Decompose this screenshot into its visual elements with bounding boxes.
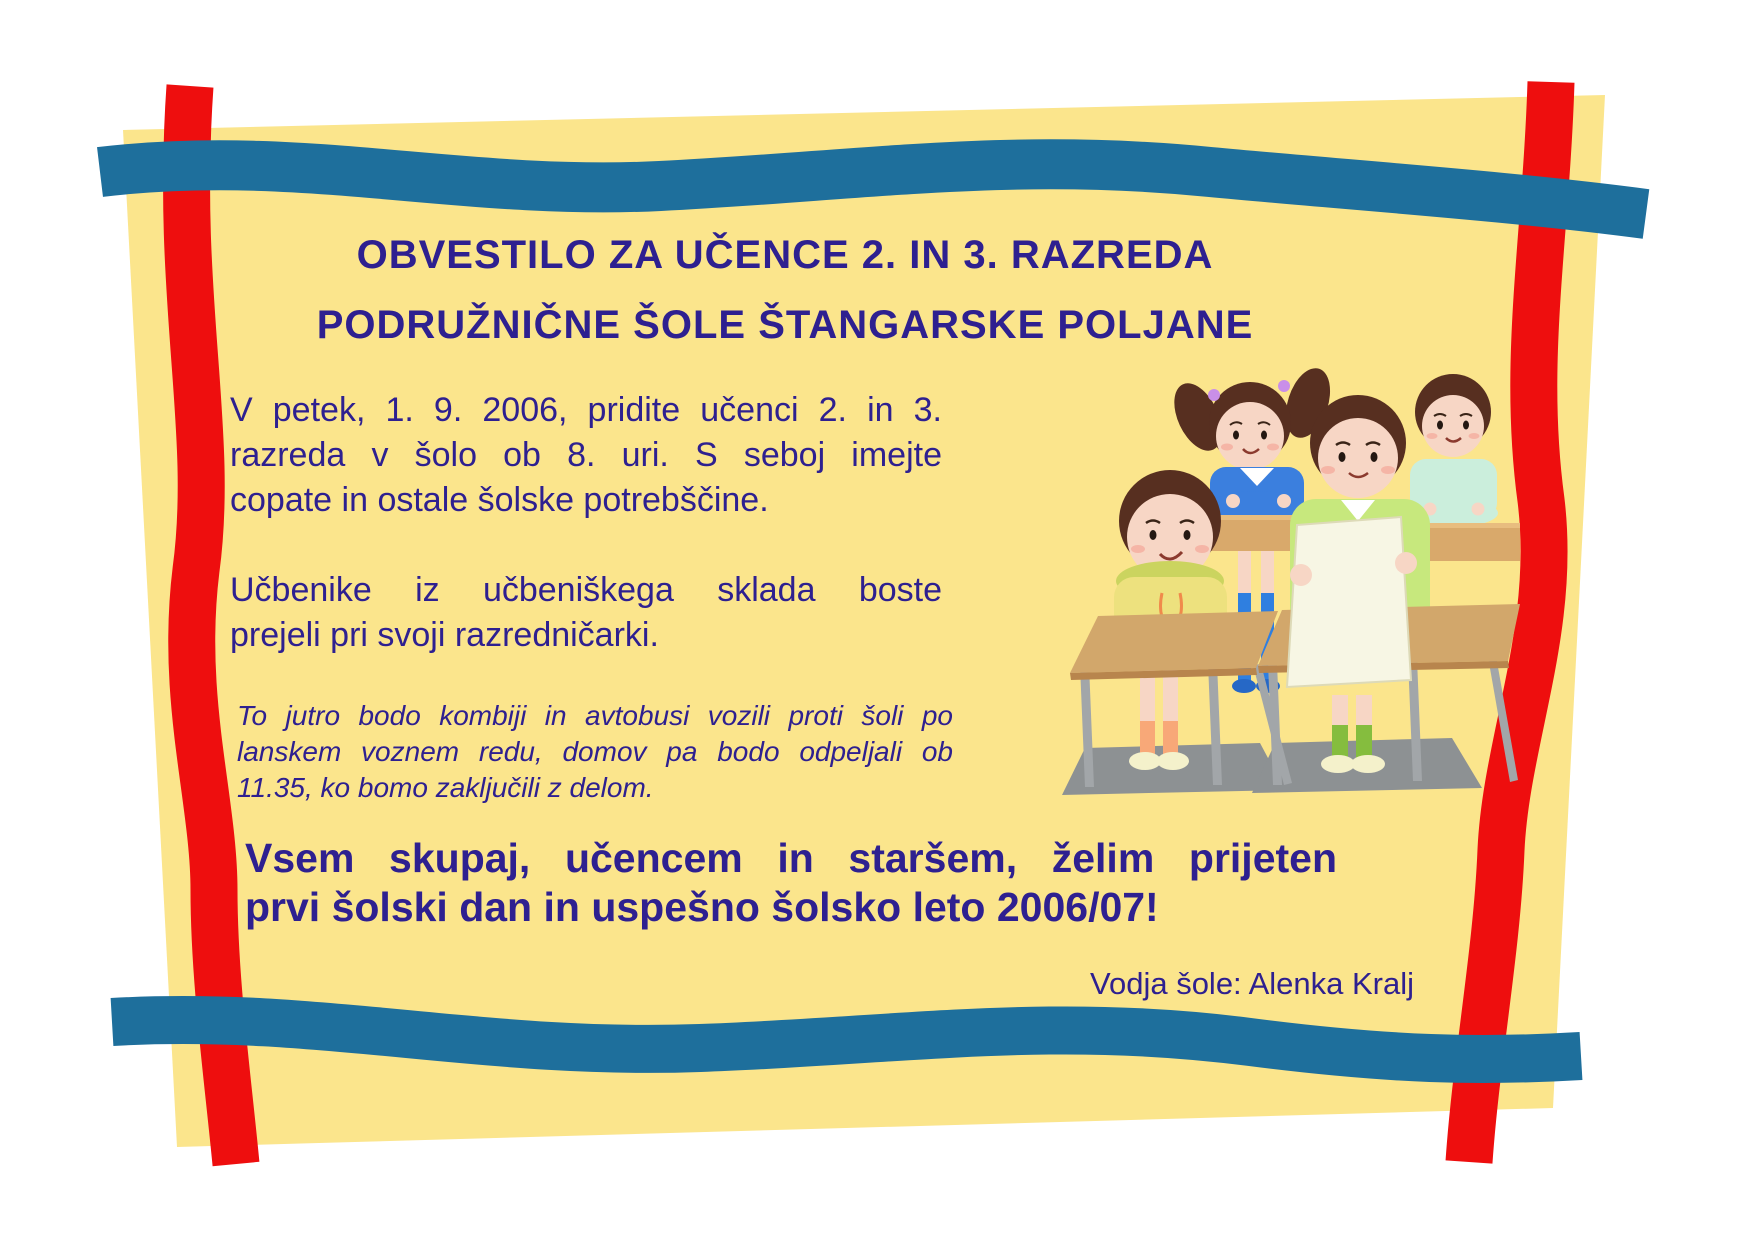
closing-line: prvi šolski dan in uspešno šolsko leto 2006/07!	[245, 884, 1159, 930]
paragraph1-line: copate in ostale šolske potrebščine.	[230, 481, 769, 519]
boy-mint-shirt	[1408, 374, 1498, 527]
transport-note-line: lanskem voznem redu, domov pa bodo odpeljali ob	[237, 736, 953, 767]
paragraph-2	[230, 568, 942, 658]
title-line-1: OBVESTILO ZA UČENCE 2. IN 3. RAZREDA	[356, 233, 1214, 277]
children-clipart	[1060, 365, 1520, 795]
transport-note	[237, 698, 953, 806]
paragraph2-line: Učbenike iz učbeniškega sklada boste	[230, 571, 942, 609]
paragraph-1	[230, 388, 942, 523]
paragraph1-line: V petek, 1. 9. 2006, pridite učenci 2. in 3.	[230, 391, 942, 429]
transport-note-line: 11.35, ko bomo zaključili z delom.	[237, 772, 654, 803]
hair-tie	[1278, 380, 1290, 392]
title-line-2: PODRUŽNIČNE ŠOLE ŠTANGARSKE POLJANE	[316, 303, 1254, 347]
closing-line: Vsem skupaj, učencem in staršem, želim prijeten	[245, 835, 1337, 881]
paragraph2-line: prejeli pri svoji razredničarki.	[230, 616, 659, 654]
boy-hoodie-legs	[1140, 665, 1178, 755]
hair-tie	[1208, 389, 1220, 401]
transport-note-line: To jutro bodo kombiji in avtobusi vozili proti šoli po	[237, 700, 953, 731]
signature: Vodja šole: Alenka Kralj	[1090, 966, 1414, 1001]
paragraph1-line: razreda v šolo ob 8. uri. S seboj imejte	[230, 436, 942, 474]
paper-sheet-held	[1287, 517, 1417, 687]
school-desk-front-left	[1070, 611, 1278, 680]
closing-wish	[245, 834, 1337, 932]
